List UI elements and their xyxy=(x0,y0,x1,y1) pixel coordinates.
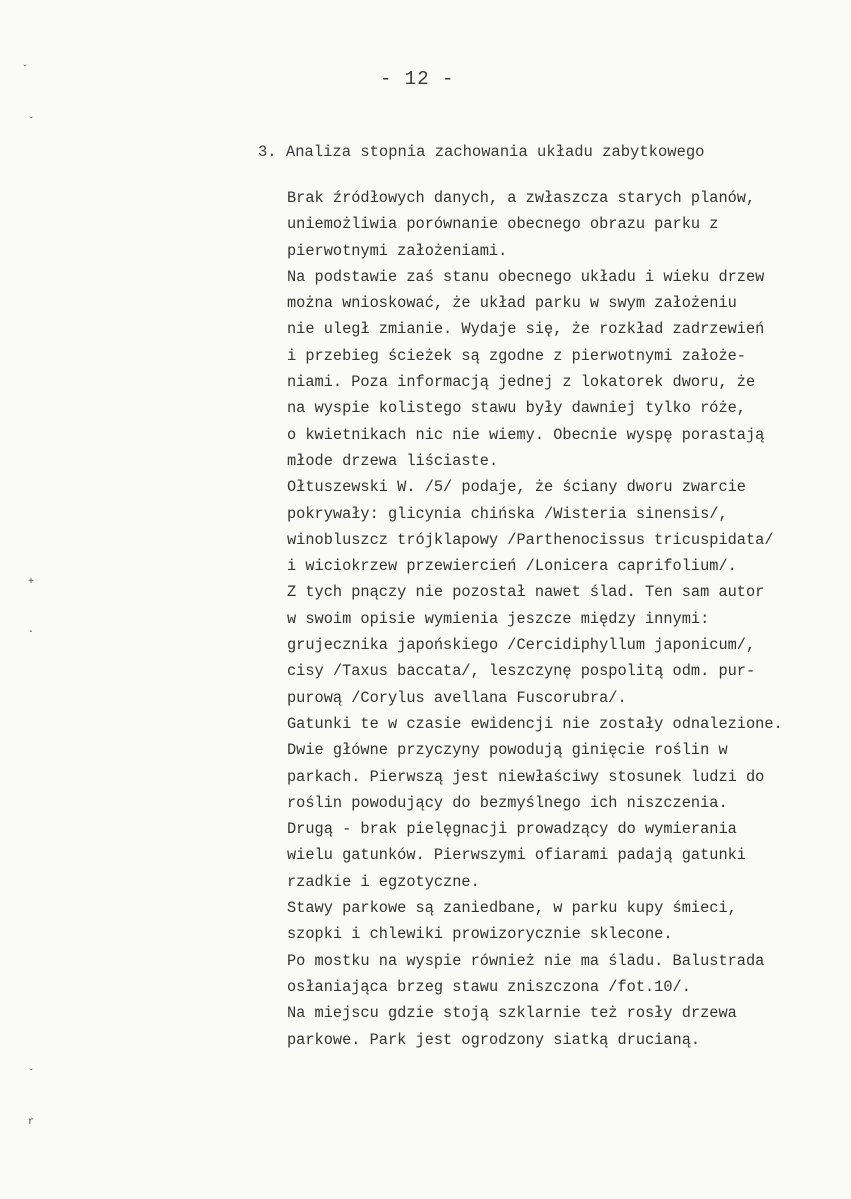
body-text xyxy=(287,185,851,1053)
text-line: Z tych pnączy nie pozostał nawet ślad. Ten sam autor xyxy=(287,583,765,602)
text-line: Brak źródłowych danych, a zwłaszcza starych planów, xyxy=(287,189,756,207)
binding-hole-mark: ˇ xyxy=(28,1069,35,1080)
text-line: pierwotnymi założeniami. xyxy=(287,241,508,260)
text-line: szopki i chlewiki prowizorycznie sklecone. xyxy=(287,925,673,944)
text-line: na wyspie kolistego stawu były dawniej tylko róże, xyxy=(287,399,746,418)
text-line: Ołtuszewski W. /5/ podaje, że ściany dworu zwarcie xyxy=(287,478,746,497)
text-line: można wnioskować, że układ parku w swym założeniu xyxy=(287,294,737,313)
binding-hole-mark: · xyxy=(28,627,35,638)
binding-hole-mark: r xyxy=(28,1117,35,1128)
text-line: pokrywały: glicynia chińska /Wisteria sinensis/, xyxy=(287,504,728,523)
text-line: uniemożliwia porównanie obecnego obrazu parku z xyxy=(287,215,719,234)
binding-hole-mark: ˇ xyxy=(22,65,29,76)
text-line: Na podstawie zaś stanu obecnego układu i wieku drzew xyxy=(287,267,765,286)
text-line: nie uległ zmianie. Wydaje się, że rozkład zadrzewień xyxy=(287,320,765,339)
text-line: w swoim opisie wymienia jeszcze między innymi: xyxy=(287,609,710,628)
binding-hole-mark: ˇ xyxy=(28,117,35,128)
text-line: Drugą - brak pielęgnacji prowadzący do wymierania xyxy=(287,820,737,839)
text-line: parkowe. Park jest ogrodzony siatką drucianą. xyxy=(287,1030,701,1049)
text-line: osłaniająca brzeg stawu zniszczona /fot.10/. xyxy=(287,977,691,996)
text-line: młode drzewa liściaste. xyxy=(287,451,499,470)
text-line: grujecznika japońskiego /Cercidiphyllum japonicum/, xyxy=(287,636,756,655)
text-line: Stawy parkowe są zaniedbane, w parku kupy śmieci, xyxy=(287,899,737,918)
text-line: wielu gatunków. Pierwszymi ofiarami padają gatunki xyxy=(287,846,746,865)
text-line: Na miejscu gdzie stoją szklarnie też rosły drzewa xyxy=(287,1004,737,1023)
text-line: rzadkie i egzotyczne. xyxy=(287,872,480,891)
section-heading: 3. Analiza stopnia zachowania układu zabytkowego xyxy=(258,143,705,161)
page-number: - 12 - xyxy=(380,68,455,90)
text-line: winobluszcz trójklapowy /Parthenocissus tricuspidata/ xyxy=(287,530,774,549)
text-line: Po mostku na wyspie również nie ma śladu. Balustrada xyxy=(287,951,765,970)
text-line: purową /Corylus avellana Fuscorubra/. xyxy=(287,688,627,707)
text-line: Gatunki te w czasie ewidencji nie zostały odnalezione. xyxy=(287,714,783,733)
text-line: roślin powodujący do bezmyślnego ich niszczenia. xyxy=(287,793,728,812)
text-line: i przebieg ścieżek są zgodne z pierwotnymi założe- xyxy=(287,346,746,365)
text-line: i wiciokrzew przewiercień /Lonicera caprifolium/. xyxy=(287,557,737,576)
text-line: o kwietnikach nic nie wiemy. Obecnie wyspę porastają xyxy=(287,425,765,444)
binding-hole-mark: + xyxy=(28,577,35,588)
text-line: cisy /Taxus baccata/, leszczynę pospolitą odm. pur- xyxy=(287,662,756,681)
text-line: parkach. Pierwszą jest niewłaściwy stosunek ludzi do xyxy=(287,767,765,786)
text-line: niami. Poza informacją jednej z lokatorek dworu, że xyxy=(287,373,756,392)
text-line: Dwie główne przyczyny powodują ginięcie roślin w xyxy=(287,741,728,760)
